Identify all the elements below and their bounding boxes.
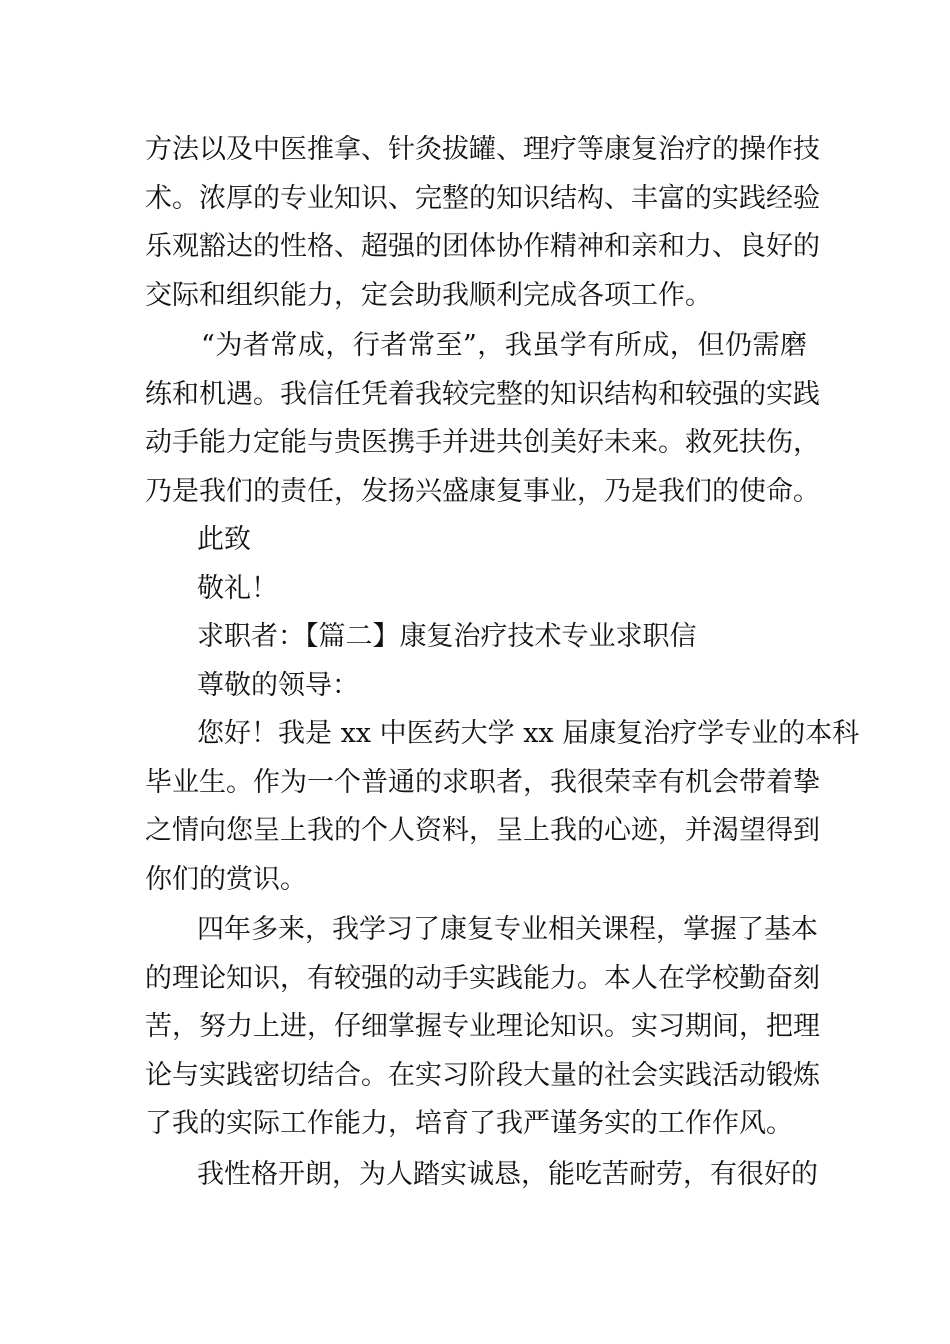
text-line: 方法以及中医推拿、针灸拔罐、理疗等康复治疗的操作技 [145, 134, 820, 165]
text-line: 四年多来，我学习了康复专业相关课程，掌握了基本 [197, 914, 818, 945]
text-line: 乃是我们的责任，发扬兴盛康复事业，乃是我们的使命。 [145, 475, 820, 507]
text-line: 苦，努力上进，仔细掌握专业理论知识。实习期间，把理 [145, 1011, 820, 1042]
text-line: 了我的实际工作能力，培育了我严谨务实的工作作风。 [145, 1108, 793, 1139]
section-heading: 求职者：【篇二】康复治疗技术专业求职信 [197, 621, 697, 652]
document-body [145, 126, 860, 1199]
text-line: 论与实践密切结合。在实习阶段大量的社会实践活动锻炼 [145, 1059, 820, 1091]
text-line: 乐观豁达的性格、超强的团体协作精神和亲和力、良好的 [145, 231, 820, 262]
text-line: 之情向您呈上我的个人资料，呈上我的心迹，并渴望得到 [145, 815, 820, 846]
text-line: 您好！我是 xx 中医药大学 xx 届康复治疗学专业的本科 [197, 718, 860, 749]
text-line: 的理论知识，有较强的动手实践能力。本人在学校勤奋刻 [145, 962, 820, 994]
text-line: 术。浓厚的专业知识、完整的知识结构、丰富的实践经验 [145, 182, 820, 214]
text-line: 动手能力定能与贵医携手并进共创美好未来。救死扶伤， [145, 427, 820, 458]
closing-regards: 敬礼！ [197, 572, 278, 604]
text-line: 毕业生。作为一个普通的求职者，我很荣幸有机会带着挚 [145, 766, 820, 798]
text-line: 我性格开朗，为人踏实诚恳，能吃苦耐劳，有很好的 [197, 1158, 818, 1190]
text-line: 交际和组织能力，定会助我顺利完成各项工作。 [145, 279, 712, 311]
text-line: 练和机遇。我信任凭着我较完整的知识结构和较强的实践 [145, 378, 820, 410]
greeting: 尊敬的领导： [197, 669, 359, 701]
text-line: “为者常成，行者常至”，我虽学有所成，但仍需磨 [201, 330, 807, 361]
closing-salutation: 此致 [197, 524, 251, 555]
text-line: 你们的赏识。 [145, 863, 307, 895]
